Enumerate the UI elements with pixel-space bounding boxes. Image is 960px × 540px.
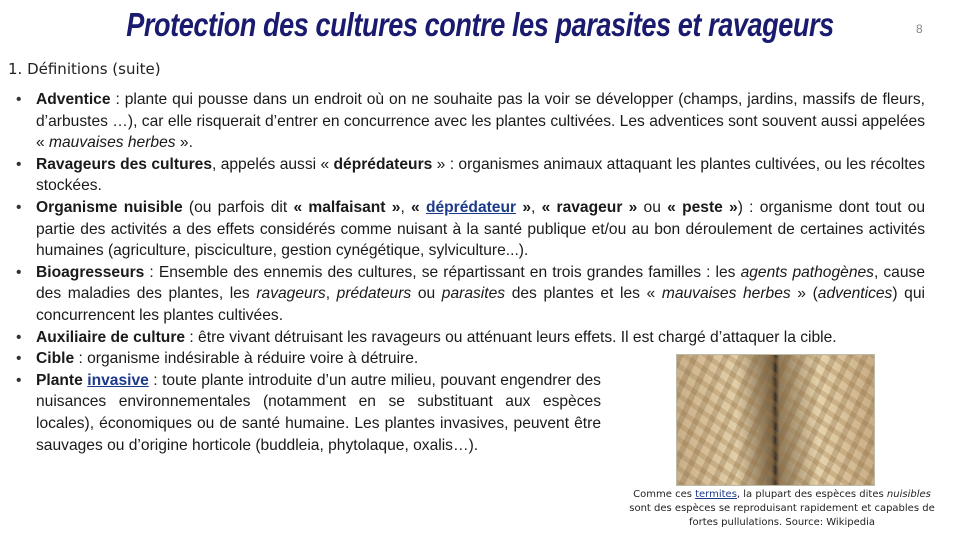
term-adventice: Adventice	[36, 91, 111, 108]
list-item-ravageurs	[14, 154, 925, 197]
list-item-organisme-nuisible	[14, 197, 925, 262]
definition-text: ,	[531, 198, 542, 216]
term-auxiliaire: Auxiliaire de culture	[36, 328, 186, 346]
caption-text: sont des espèces se reproduisant rapidement et capables de fortes pullulations. Source: Wikipedia	[629, 503, 935, 528]
emphasis-text: prédateurs	[336, 285, 412, 303]
emphasis-text: mauvaises herbes	[661, 285, 791, 303]
link-termites[interactable]: termites	[695, 489, 737, 500]
section-heading: 1. Définitions (suite)	[8, 60, 161, 78]
definition-text: : plante qui pousse dans un endroit où on ne souhaite pas la voir se développer (champs, jardins, massifs de fleurs, d’arbustes …), car elle risquerait d’entrer en concurrence avec les plantes cultivées. Les adventices sont souvent aussi appelées «	[36, 91, 925, 152]
caption-emphasis: nuisibles	[886, 489, 931, 500]
term-organisme-nuisible: Organisme nuisible	[36, 198, 183, 216]
list-item-auxiliaire	[14, 327, 925, 349]
term-bioagresseurs: Bioagresseurs	[36, 263, 145, 281]
emphasis-text: « peste »	[667, 198, 738, 216]
definition-text: » (	[790, 285, 818, 303]
definition-text: (ou parfois dit	[182, 198, 294, 216]
definition-text: des plantes et les «	[505, 285, 662, 303]
definition-text: ) qui concurrencent les plantes cultivées.	[36, 285, 925, 324]
page-title: Protection des cultures contre les parasites et ravageurs	[126, 6, 834, 43]
definition-text: ».	[175, 134, 193, 152]
emphasis-text: mauvaises herbes	[49, 134, 176, 152]
definition-text: : organisme indésirable à réduire voire à détruire.	[74, 350, 419, 368]
definition-text: ou	[637, 198, 668, 216]
emphasis-text: adventices	[817, 285, 893, 303]
emphasis-text: ravageurs	[256, 285, 326, 303]
link-invasive[interactable]: invasive	[87, 371, 149, 389]
link-depredateur[interactable]: déprédateur	[425, 198, 517, 216]
emphasis-text: parasites	[441, 285, 506, 303]
list-item-bioagresseurs	[14, 262, 925, 327]
list-item-plante-invasive	[14, 370, 601, 456]
definition-text: ) : organisme dont tout ou partie des activités a des effets considérés comme nuisant à la santé publique et/ou au bon déroulement de certaines activités humaines (agriculture, pisciculture, gestion cynégétique, sylviculture...).	[36, 198, 926, 260]
definition-text: ,	[325, 285, 337, 303]
emphasis-text: agents pathogènes	[740, 263, 874, 281]
emphasis-text: »	[516, 198, 531, 216]
list-item-adventice	[14, 89, 925, 154]
termites-photo	[676, 354, 875, 486]
definition-text: : Ensemble des ennemis des cultures, se répartissant en trois grandes familles : les	[144, 263, 741, 281]
caption-text: Comme ces	[633, 489, 696, 500]
caption-text: , la plupart des espèces dites	[736, 489, 887, 500]
photo-caption	[622, 488, 942, 530]
definition-text: : être vivant détruisant les ravageurs ou atténuant leurs effets. Il est chargé d’attaquer la cible.	[185, 328, 837, 346]
emphasis-text: déprédateurs	[333, 155, 433, 173]
term-cible: Cible	[36, 350, 75, 368]
definition-text: : toute plante introduite d’un autre milieu, pouvant engendrer des nuisances environnementales (notamment en se substituant aux espèces locales), économiques ou de santé humaine. Les plantes invasives, peuvent être sauvages ou d’origine horticole (buddleia, phytolaque, oxalis…).	[36, 371, 601, 454]
emphasis-text: «	[411, 198, 426, 216]
emphasis-text: « malfaisant »	[293, 198, 401, 216]
definition-text: , cause des maladies des plantes, les	[36, 263, 925, 303]
emphasis-text: « ravageur »	[541, 198, 638, 216]
definition-text: ,	[400, 198, 412, 216]
definition-text: ou	[411, 285, 442, 303]
page-number: 8	[916, 22, 923, 36]
definition-text: » : organismes animaux attaquant les plantes cultivées, ou les récoltes stockées.	[36, 155, 925, 195]
definition-text: , appelés aussi «	[212, 155, 334, 173]
term-ravageurs: Ravageurs des cultures	[36, 155, 213, 173]
term-plante: Plante	[36, 371, 88, 389]
